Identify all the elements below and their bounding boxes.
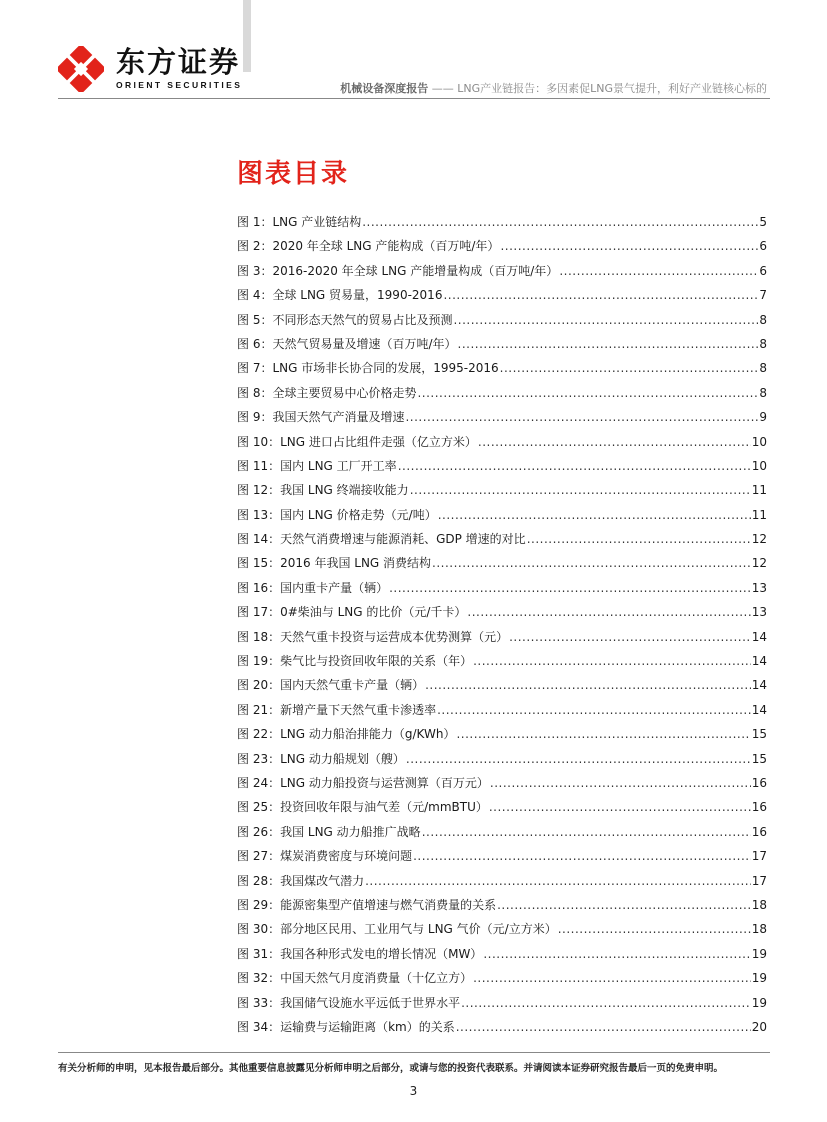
- toc-entry[interactable]: [237, 454, 767, 478]
- toc-entry[interactable]: [237, 893, 767, 917]
- toc-entry[interactable]: [237, 381, 767, 405]
- toc-leader-dots: [456, 1015, 751, 1039]
- toc-entry-label[interactable]: 图 25：投资回收年限与油气差（元/mmBTU）: [237, 800, 488, 815]
- toc-entry-page[interactable]: 17: [751, 849, 767, 864]
- toc-entry-label[interactable]: 图 8：全球主要贸易中心价格走势: [237, 385, 417, 400]
- toc-leader-dots: [432, 551, 751, 575]
- toc-entry-label[interactable]: 图 18：天然气重卡投资与运营成本优势测算（元）: [237, 629, 509, 644]
- toc-leader-dots: [365, 869, 751, 893]
- toc-entry-page[interactable]: 8: [759, 385, 767, 400]
- report-header: [340, 80, 767, 96]
- toc-entry-label[interactable]: 图 10：LNG 进口占比组件走强（亿立方米）: [237, 434, 477, 449]
- toc-leader-dots: [527, 527, 751, 551]
- toc-entry-page[interactable]: 19: [751, 946, 767, 961]
- toc-entry-label[interactable]: 图 12：我国 LNG 终端接收能力: [237, 483, 409, 498]
- toc-entry-label[interactable]: 图 11：国内 LNG 工厂开工率: [237, 458, 397, 473]
- footer-divider: [58, 1052, 770, 1053]
- toc-entry-page[interactable]: 6: [759, 239, 767, 254]
- toc-entry-label[interactable]: 图 2：2020 年全球 LNG 产能构成（百万吨/年）: [237, 239, 500, 254]
- toc-entry[interactable]: [237, 917, 767, 941]
- toc-entry-label[interactable]: 图 24：LNG 动力船投资与运营测算（百万元）: [237, 775, 489, 790]
- toc-entry-page[interactable]: 20: [751, 1019, 767, 1034]
- toc-entry[interactable]: [237, 527, 767, 551]
- toc-entry-label[interactable]: 图 33：我国储气设施水平远低于世界水平: [237, 995, 461, 1010]
- toc-entry-page[interactable]: 8: [759, 361, 767, 376]
- toc-entry-label[interactable]: 图 21：新增产量下天然气重卡渗透率: [237, 702, 437, 717]
- toc-leader-dots: [362, 210, 758, 234]
- toc-entry[interactable]: [237, 356, 767, 380]
- logo-chinese-name: 东方证券: [116, 45, 241, 79]
- toc-entry-label[interactable]: 图 31：我国各种形式发电的增长情况（MW）: [237, 946, 483, 961]
- toc-leader-dots: [559, 259, 758, 283]
- toc-leader-dots: [443, 283, 758, 307]
- toc-entry[interactable]: [237, 1015, 767, 1039]
- toc-entry-label[interactable]: 图 13：国内 LNG 价格走势（元/吨）: [237, 507, 437, 522]
- toc-entry-label[interactable]: 图 5：不同形态天然气的贸易占比及预测: [237, 312, 453, 327]
- logo-english-name: ORIENT SECURITIES: [116, 80, 243, 90]
- toc-entry-label[interactable]: 图 29：能源密集型产值增速与燃气消费量的关系: [237, 897, 497, 912]
- toc-entry[interactable]: [237, 308, 767, 332]
- toc-entry-page[interactable]: 7: [759, 288, 767, 303]
- toc-entry-page[interactable]: 8: [759, 312, 767, 327]
- toc-entry-label[interactable]: 图 9：我国天然气产消量及增速: [237, 410, 405, 425]
- toc-entry-page[interactable]: 12: [751, 556, 767, 571]
- toc-leader-dots: [509, 625, 751, 649]
- toc-entry[interactable]: [237, 722, 767, 746]
- toc-leader-dots: [437, 698, 751, 722]
- toc-leader-dots: [438, 503, 751, 527]
- toc-entry-page[interactable]: 13: [751, 605, 767, 620]
- toc-leader-dots: [422, 820, 751, 844]
- toc-entry-page[interactable]: 14: [751, 702, 767, 717]
- toc-entry-page[interactable]: 11: [751, 483, 767, 498]
- toc-entry-page[interactable]: 11: [751, 507, 767, 522]
- toc-entry[interactable]: [237, 869, 767, 893]
- toc-entry-label[interactable]: 图 17：0#柴油与 LNG 的比价（元/千卡）: [237, 605, 467, 620]
- toc-leader-dots: [489, 795, 751, 819]
- toc-entry[interactable]: [237, 625, 767, 649]
- toc-leader-dots: [473, 966, 751, 990]
- toc-leader-dots: [458, 332, 759, 356]
- page-number: 3: [409, 1084, 418, 1098]
- toc-entry-page[interactable]: 13: [751, 580, 767, 595]
- toc-leader-dots: [478, 430, 751, 454]
- toc-entry-label[interactable]: 图 16：国内重卡产量（辆）: [237, 580, 389, 595]
- toc-entry-label[interactable]: 图 28：我国煤改气潜力: [237, 873, 365, 888]
- toc-entry[interactable]: [237, 210, 767, 234]
- toc-entry-page[interactable]: 15: [751, 727, 767, 742]
- footer-disclaimer: 有关分析师的申明，见本报告最后部分。其他重要信息披露见分析师申明之后部分，或请与您的投资代表联系。并请阅读本证券研究报告最后一页的免责申明。: [58, 1063, 724, 1074]
- toc-entry[interactable]: [237, 820, 767, 844]
- toc-entry-page[interactable]: 12: [751, 532, 767, 547]
- toc-entry-label[interactable]: 图 6：天然气贸易量及增速（百万吨/年）: [237, 336, 457, 351]
- toc-entry-page[interactable]: 19: [751, 971, 767, 986]
- toc-title: 图表目录: [237, 159, 350, 189]
- toc-entry-page[interactable]: 14: [751, 654, 767, 669]
- toc-entry-label[interactable]: 图 26：我国 LNG 动力船推广战略: [237, 824, 421, 839]
- toc-leader-dots: [456, 722, 750, 746]
- report-type: 机械设备深度报告: [340, 82, 429, 95]
- toc-entry[interactable]: [237, 771, 767, 795]
- header-divider: [58, 98, 770, 99]
- toc-leader-dots: [461, 991, 751, 1015]
- toc-leader-dots: [405, 405, 758, 429]
- toc-leader-dots: [406, 747, 751, 771]
- toc-leader-dots: [500, 356, 759, 380]
- toc-entry-page[interactable]: 18: [751, 922, 767, 937]
- toc-entry[interactable]: [237, 991, 767, 1015]
- toc-entry[interactable]: [237, 551, 767, 575]
- toc-entry-page[interactable]: 14: [751, 678, 767, 693]
- toc-leader-dots: [425, 673, 751, 697]
- toc-entry-page[interactable]: 9: [759, 410, 767, 425]
- toc-entry[interactable]: [237, 503, 767, 527]
- toc-entry-label[interactable]: 图 1：LNG 产业链结构: [237, 215, 362, 229]
- company-logo: [58, 44, 278, 96]
- toc-entry-page[interactable]: 5: [759, 215, 767, 229]
- toc-leader-dots: [483, 942, 750, 966]
- toc-leader-dots: [453, 308, 758, 332]
- toc-entry-label[interactable]: 图 3：2016-2020 年全球 LNG 产能增量构成（百万吨/年）: [237, 263, 559, 278]
- toc-entry[interactable]: [237, 234, 767, 258]
- toc-entry-page[interactable]: 18: [751, 897, 767, 912]
- toc-leader-dots: [389, 576, 751, 600]
- toc-entry-label[interactable]: 图 30：部分地区民用、工业用气与 LNG 气价（元/立方米）: [237, 922, 557, 937]
- toc-leader-dots: [467, 600, 750, 624]
- toc-entry-label[interactable]: 图 7：LNG 市场非长协合同的发展，1995-2016: [237, 361, 499, 376]
- toc-entry-label[interactable]: 图 32：中国天然气月度消费量（十亿立方）: [237, 971, 473, 986]
- toc-entry-page[interactable]: 17: [751, 873, 767, 888]
- toc-entry-label[interactable]: 图 14：天然气消费增速与能源消耗、GDP 增速的对比: [237, 532, 526, 547]
- toc-entry[interactable]: [237, 259, 767, 283]
- toc-entry[interactable]: [237, 966, 767, 990]
- toc-entry[interactable]: [237, 747, 767, 771]
- toc-leader-dots: [398, 454, 751, 478]
- orient-logo-icon: [58, 46, 104, 92]
- report-title: LNG产业链报告：多因素促LNG景气提升，利好产业链核心标的: [457, 82, 767, 95]
- header-separator: ——: [428, 82, 458, 95]
- toc-leader-dots: [497, 893, 751, 917]
- toc-entry[interactable]: [237, 942, 767, 966]
- toc-entry[interactable]: [237, 600, 767, 624]
- toc-list: [237, 210, 767, 1039]
- toc-entry[interactable]: [237, 844, 767, 868]
- toc-entry-page[interactable]: 8: [759, 336, 767, 351]
- toc-leader-dots: [473, 649, 751, 673]
- toc-leader-dots: [490, 771, 751, 795]
- toc-entry-page[interactable]: 16: [751, 775, 767, 790]
- toc-entry-label[interactable]: 图 22：LNG 动力船治排能力（g/KWh）: [237, 727, 456, 742]
- toc-entry-label[interactable]: 图 34：运输费与运输距离（km）的关系: [237, 1019, 455, 1034]
- toc-leader-dots: [500, 234, 758, 258]
- toc-leader-dots: [413, 844, 751, 868]
- toc-entry-label[interactable]: 图 23：LNG 动力船规划（艘）: [237, 751, 405, 766]
- toc-entry-label[interactable]: 图 27：煤炭消费密度与环境问题: [237, 849, 413, 864]
- toc-entry-label[interactable]: 图 4：全球 LNG 贸易量，1990-2016: [237, 288, 443, 303]
- toc-entry-label[interactable]: 图 19：柴气比与投资回收年限的关系（年）: [237, 654, 473, 669]
- toc-entry[interactable]: [237, 698, 767, 722]
- toc-entry[interactable]: [237, 576, 767, 600]
- toc-entry-page[interactable]: 10: [751, 434, 767, 449]
- toc-entry[interactable]: [237, 283, 767, 307]
- toc-leader-dots: [410, 478, 751, 502]
- toc-entry-page[interactable]: 6: [759, 263, 767, 278]
- toc-entry[interactable]: [237, 332, 767, 356]
- toc-leader-dots: [558, 917, 751, 941]
- toc-entry[interactable]: [237, 478, 767, 502]
- toc-entry[interactable]: [237, 430, 767, 454]
- toc-entry-label[interactable]: 图 15：2016 年我国 LNG 消费结构: [237, 556, 432, 571]
- toc-entry[interactable]: [237, 795, 767, 819]
- toc-entry-page[interactable]: 10: [751, 458, 767, 473]
- toc-entry[interactable]: [237, 673, 767, 697]
- toc-entry-page[interactable]: 14: [751, 629, 767, 644]
- toc-entry[interactable]: [237, 405, 767, 429]
- toc-entry-page[interactable]: 15: [751, 751, 767, 766]
- toc-entry[interactable]: [237, 649, 767, 673]
- toc-entry-page[interactable]: 16: [751, 824, 767, 839]
- toc-entry-page[interactable]: 19: [751, 995, 767, 1010]
- toc-entry-label[interactable]: 图 20：国内天然气重卡产量（辆）: [237, 678, 425, 693]
- toc-leader-dots: [417, 381, 758, 405]
- toc-entry-page[interactable]: 16: [751, 800, 767, 815]
